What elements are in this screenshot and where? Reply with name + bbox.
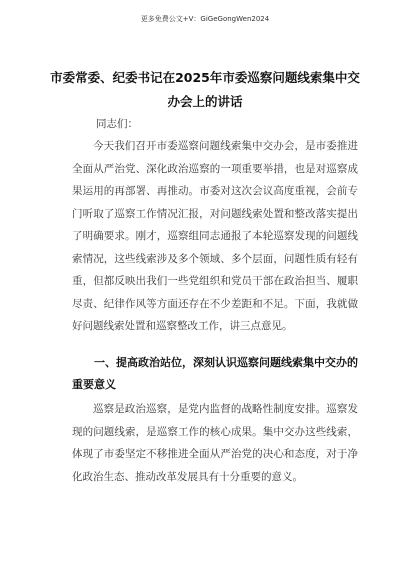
paragraph-section-1: 巡察是政治巡察，是党内监督的战略性制度安排。巡察发现的问题线索，是巡察工作的核心成果。集中交办这些线索，体现了市委坚定不移推进全面从严治党的决心和态度，对于净化政治生态、推动改革发展具有十分重要的意义。 — [72, 403, 358, 483]
download-banner: 更多免费公文+V：GiGeGongWen2024 — [140, 15, 270, 23]
section-heading-1: 一、提高政治站位，深刻认识巡察问题线索集中交办的重要意义 — [72, 356, 358, 391]
document-title: 市委常委、纪委书记在2025年市委巡察问题线索集中交办会上的讲话 — [50, 70, 360, 109]
paragraph-opening: 今天我们召开市委巡察问题线索集中交办会，是市委推进全面从严治党、深化政治巡察的一项重要举措，也是对巡察成果运用的再部署、再推动。市委对这次会议高度重视，会前专门听取了巡察工作情况汇报，对问题线索处置和整改落实提出了明确要求。刚才，巡察组同志通报了本轮巡察发现的问题线索情况，这些线索涉及多个领域、多个层面，问题性质有轻有重，但都反映出我们一些党组织和党员干部在政治担当、履职尽责、纪律作风等方面还存在不少差距和不足。下面，我就做好问题线索处置和巡察整改工作，讲三点意见。 — [72, 140, 358, 332]
greeting: 同志们： — [96, 118, 138, 130]
